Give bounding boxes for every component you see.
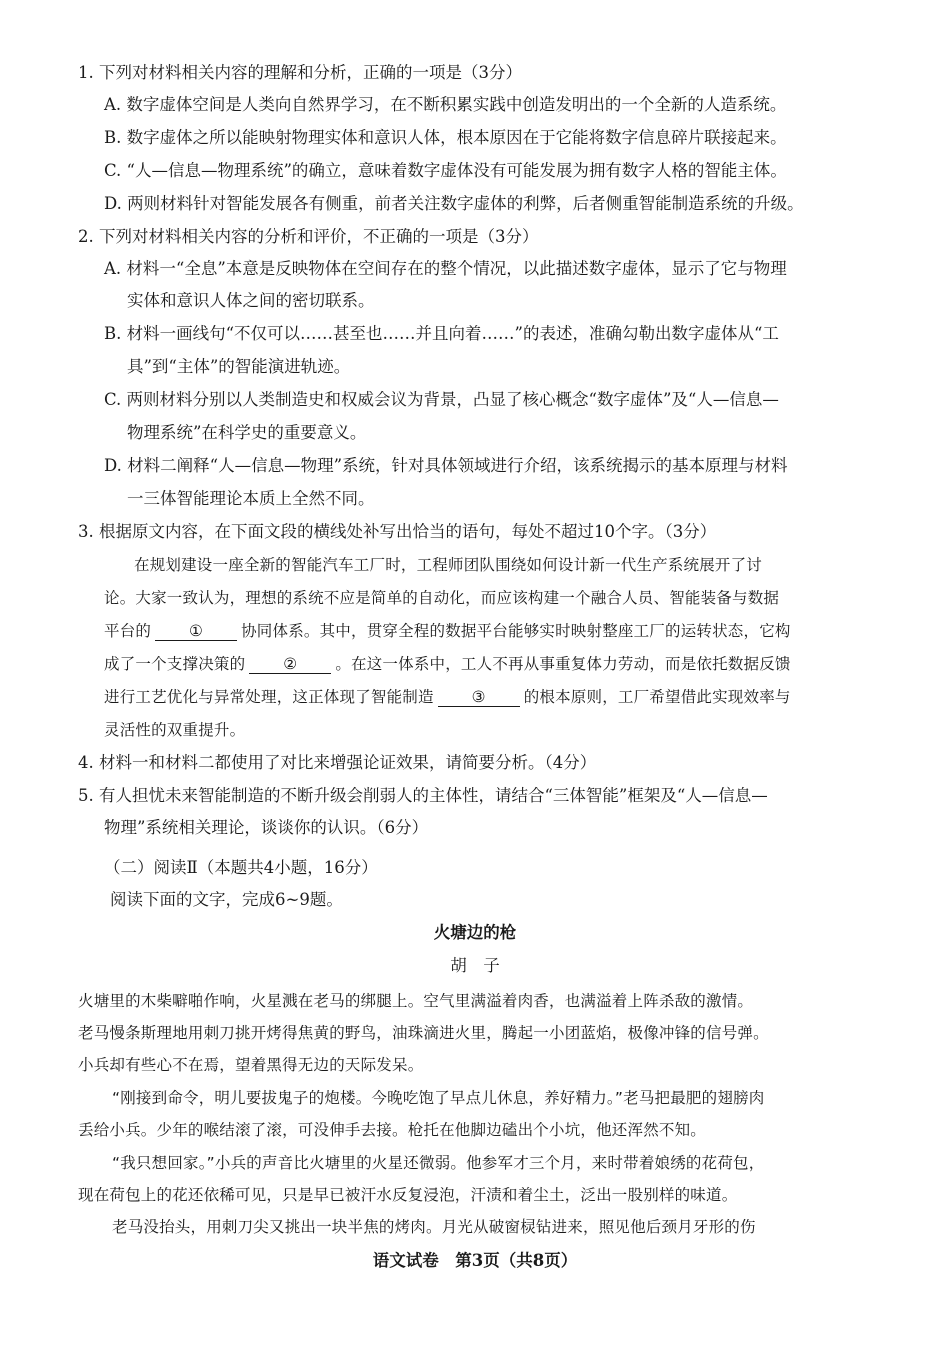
fill-blank-1: ① bbox=[155, 622, 237, 641]
q1-option-d: D. 两则材料针对智能发展各有侧重，前者关注数字虚体的利弊，后者侧重智能制造系统的升级。 bbox=[104, 194, 804, 213]
q3-text: 成了一个支撑决策的 bbox=[104, 655, 246, 673]
q2-stem: 2. 下列对材料相关内容的分析和评价，不正确的一项是（3分） bbox=[78, 227, 539, 246]
q3-passage-line1: 在规划建设一座全新的智能汽车工厂时，工程师团队围绕如何设计新一代生产系统展开了讨 bbox=[134, 556, 763, 574]
story-paragraph-line: 火塘里的木柴噼啪作响，火星溅在老马的绑腿上。空气里满溢着肉香，也满溢着上阵杀敌的激情。 bbox=[78, 992, 754, 1010]
q3-text: 。在这一体系中，工人不再从事重复体力劳动，而是依托数据反馈 bbox=[335, 655, 791, 673]
fill-blank-2: ② bbox=[249, 655, 331, 674]
story-paragraph-line: “刚接到命令，明儿要拔鬼子的炮楼。今晚吃饱了早点儿休息，养好精力。”老马把最肥的翅膀肉 bbox=[112, 1089, 765, 1107]
q1-option-a: A. 数字虚体空间是人类向自然界学习，在不断积累实践中创造发明出的一个全新的人造系统。 bbox=[104, 95, 787, 114]
q2-option-b-line2: 具”到“主体”的智能演进轨迹。 bbox=[127, 357, 351, 376]
q3-text: 的根本原则，工厂希望借此实现效率与 bbox=[523, 688, 791, 706]
q3-passage-line3 bbox=[104, 620, 791, 642]
q1-stem: 1. 下列对材料相关内容的理解和分析，正确的一项是（3分） bbox=[78, 63, 522, 82]
q1-option-c: C. “人—信息—物理系统”的确立，意味着数字虚体没有可能发展为拥有数字人格的智能主体。 bbox=[104, 161, 787, 180]
story-paragraph-line: 小兵却有些心不在焉，望着黑得无边的天际发呆。 bbox=[78, 1056, 424, 1074]
q2-option-b-line1: B. 材料一画线句“不仅可以……甚至也……并且向着……”的表述，准确勾勒出数字虚体从“工 bbox=[104, 324, 779, 343]
q3-passage-line6: 灵活性的双重提升。 bbox=[104, 721, 246, 739]
q2-option-d-line2: 一三体智能理论本质上全然不同。 bbox=[127, 489, 375, 508]
story-paragraph-line: 老马没抬头，用刺刀尖又挑出一块半焦的烤肉。月光从破窗棂钻进来，照见他后颈月牙形的伤 bbox=[112, 1218, 756, 1236]
q5-stem-line1: 5. 有人担忧未来智能制造的不断升级会削弱人的主体性，请结合“三体智能”框架及“人—信息— bbox=[78, 786, 768, 805]
q3-passage-line2: 论。大家一致认为，理想的系统不应是简单的自动化，而应该构建一个融合人员、智能装备与数据 bbox=[104, 589, 780, 607]
story-paragraph-line: 丢给小兵。少年的喉结滚了滚，可没伸手去接。枪托在他脚边磕出个小坑，他还浑然不知。 bbox=[78, 1121, 707, 1139]
q2-option-c-line2: 物理系统”在科学史的重要意义。 bbox=[127, 423, 367, 442]
q3-text: 协同体系。其中，贯穿全程的数据平台能够实时映射整座工厂的运转状态，它构 bbox=[241, 622, 791, 640]
q5-stem-line2: 物理”系统相关理论，谈谈你的认识。（6分） bbox=[104, 818, 429, 837]
section-heading: （二）阅读Ⅱ（本题共4小题，16分） bbox=[104, 858, 378, 877]
story-author: 胡 子 bbox=[450, 956, 500, 975]
q2-option-a-line1: A. 材料一“全息”本意是反映物体在空间存在的整个情况，以此描述数字虚体，显示了它与物理 bbox=[104, 259, 787, 278]
section-instruction: 阅读下面的文字，完成6~9题。 bbox=[110, 890, 343, 909]
q3-text: 平台的 bbox=[104, 622, 152, 640]
q3-text: 进行工艺优化与异常处理，这正体现了智能制造 bbox=[104, 688, 434, 706]
story-paragraph-line: “我只想回家。”小兵的声音比火塘里的火星还微弱。他参军才三个月，来时带着娘绣的花荷包， bbox=[112, 1154, 765, 1172]
q1-option-b: B. 数字虚体之所以能映射物理实体和意识人体，根本原因在于它能将数字信息碎片联接起来。 bbox=[104, 128, 787, 147]
q2-option-c-line1: C. 两则材料分别以人类制造史和权威会议为背景，凸显了核心概念“数字虚体”及“人—信息— bbox=[104, 390, 779, 409]
q4-stem: 4. 材料一和材料二都使用了对比来增强论证效果，请简要分析。（4分） bbox=[78, 753, 597, 772]
fill-blank-3: ③ bbox=[438, 688, 520, 707]
story-paragraph-line: 老马慢条斯理地用刺刀挑开烤得焦黄的野鸟，油珠滴进火里，腾起一小团蓝焰，极像冲锋的信号弹。 bbox=[78, 1024, 769, 1042]
q3-passage-line4 bbox=[104, 653, 791, 675]
q2-option-a-line2: 实体和意识人体之间的密切联系。 bbox=[127, 291, 375, 310]
q2-option-d-line1: D. 材料二阐释“人—信息—物理”系统，针对具体领域进行介绍，该系统揭示的基本原理与材料 bbox=[104, 456, 788, 475]
story-paragraph-line: 现在荷包上的花还依稀可见，只是早已被汗水反复浸泡，汗渍和着尘土，泛出一股别样的味道。 bbox=[78, 1186, 738, 1204]
q3-stem: 3. 根据原文内容，在下面文段的横线处补写出恰当的语句，每处不超过10个字。（3分） bbox=[78, 522, 717, 541]
page-footer: 语文试卷 第3页（共8页） bbox=[372, 1251, 578, 1270]
story-title: 火塘边的枪 bbox=[433, 923, 517, 942]
q3-passage-line5 bbox=[104, 686, 791, 708]
